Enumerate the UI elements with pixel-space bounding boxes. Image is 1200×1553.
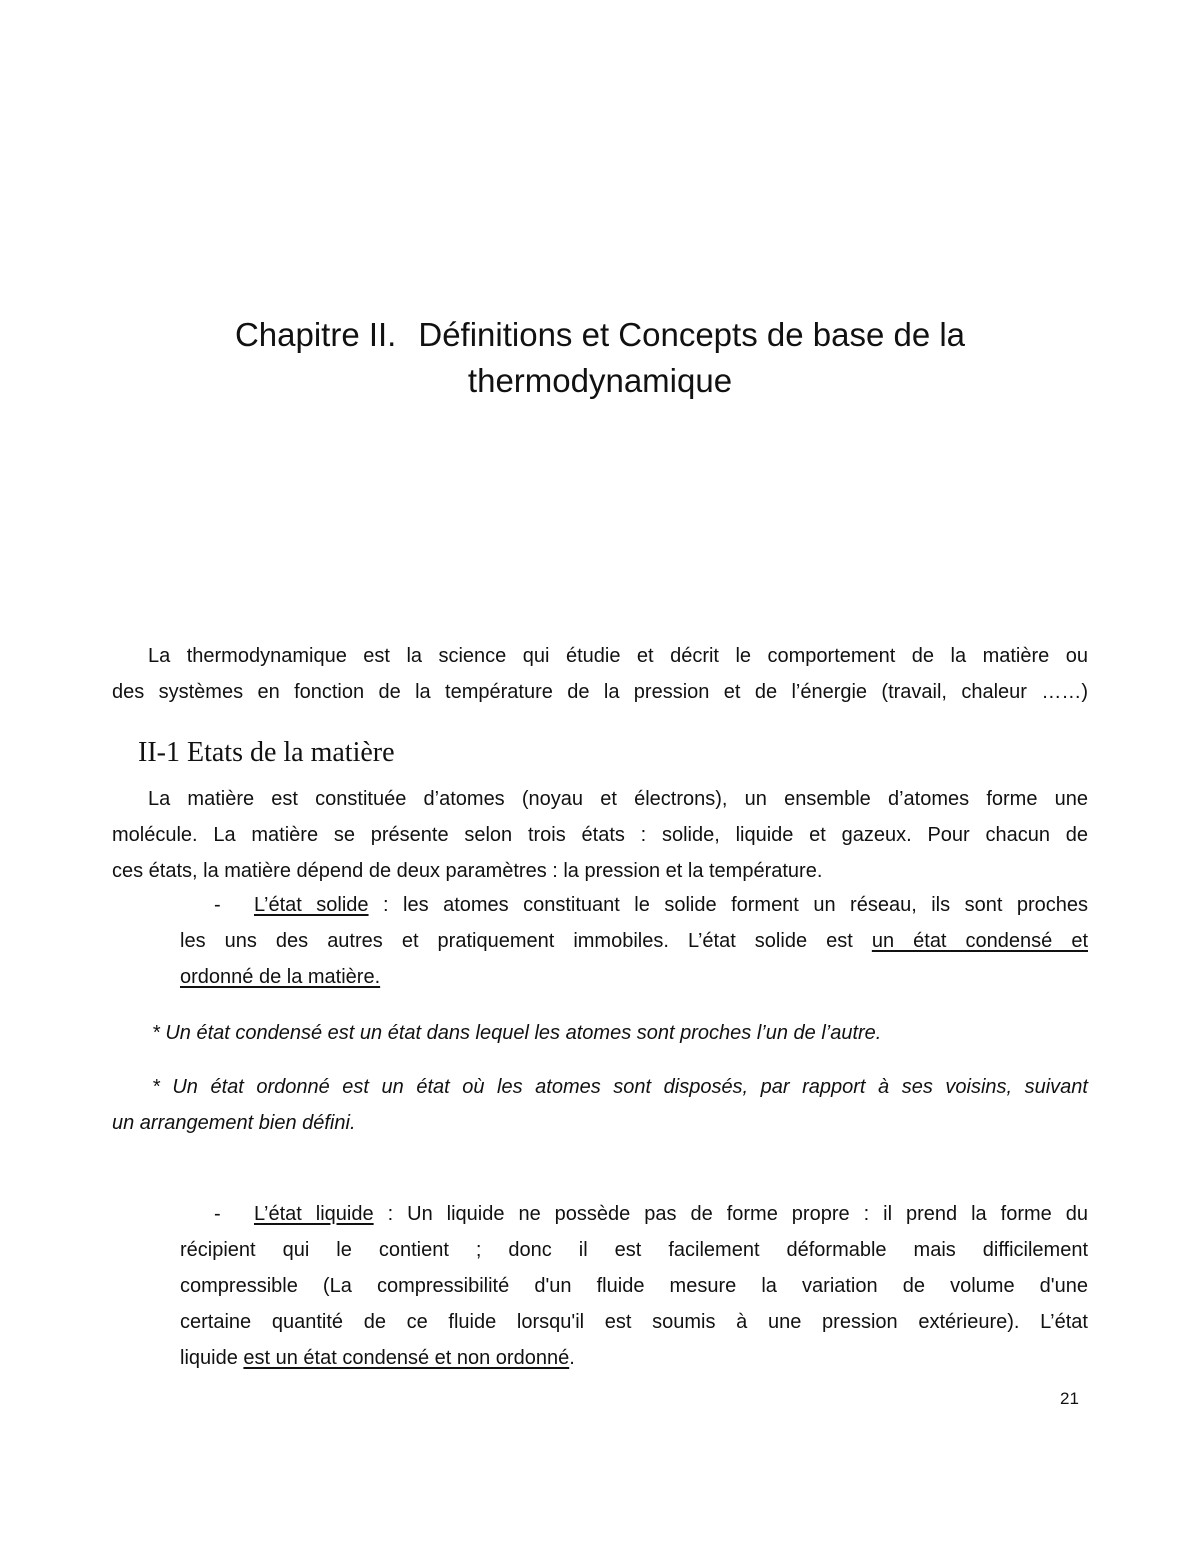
section-heading: II-1 Etats de la matière xyxy=(138,737,395,768)
liquid-term: L’état liquide xyxy=(254,1203,374,1225)
solid-line3-underlined: ordonné de la matière. xyxy=(180,966,381,988)
section-paragraph-line-2: molécule. La matière se présente selon trois états : solide, liquide et gazeux. Pour chacun de xyxy=(112,824,1088,846)
solid-line1-rest: : les atomes constituant le solide forment un réseau, ils sont proches xyxy=(368,894,1088,916)
chapter-title xyxy=(150,312,1050,404)
bullet-solid-line-3 xyxy=(180,959,1088,995)
bullet-liquid-line-5 xyxy=(180,1340,1088,1376)
note-condense-text: * Un état condensé est un état dans lequel les atomes sont proches l’un de l’autre. xyxy=(152,1022,882,1044)
bullet-liquid-line-3: compressible (La compressibilité d'un fluide mesure la variation de volume d'une xyxy=(180,1275,1088,1297)
chapter-title-line1: Définitions et Concepts de base de la xyxy=(418,316,966,353)
bullet-dash: - xyxy=(214,1203,221,1225)
page-number: 21 xyxy=(1060,1389,1079,1408)
bullet-liquid-line-2: récipient qui le contient ; donc il est facilement déformable mais difficilement xyxy=(180,1239,1088,1261)
chapter-title-line2: thermodynamique xyxy=(467,362,733,399)
solid-term: L’état solide xyxy=(254,894,369,916)
bullet-dash: - xyxy=(214,894,221,916)
section-paragraph xyxy=(112,781,1088,889)
solid-line2-underlined: un état condensé et xyxy=(871,930,1088,952)
note-ordonne-line-1: * Un état ordonné est un état où les atomes sont disposés, par rapport à ses voisins, suivant xyxy=(152,1076,1088,1098)
intro-paragraph xyxy=(112,638,1088,710)
liquid-line5-end: . xyxy=(569,1347,575,1369)
solid-line2-start: les uns des autres et pratiquement immobiles. L’état solide est xyxy=(180,930,872,952)
liquid-line1-rest: : Un liquide ne possède pas de forme propre : il prend la forme du xyxy=(373,1203,1088,1225)
note-condense xyxy=(112,1015,1088,1051)
intro-line-1: La thermodynamique est la science qui étudie et décrit le comportement de la matière ou xyxy=(148,645,1088,667)
note-ordonne xyxy=(112,1069,1088,1141)
bullet-liquid-line-1 xyxy=(180,1196,1088,1232)
liquid-line5-start: liquide xyxy=(180,1347,244,1369)
section-paragraph-line-1: La matière est constituée d’atomes (noyau et électrons), un ensemble d’atomes forme une xyxy=(148,788,1088,810)
bullet-liquid xyxy=(180,1196,1088,1376)
bullet-solid-line-2 xyxy=(180,923,1088,959)
chapter-number: Chapitre II. xyxy=(234,316,397,353)
liquid-line5-underlined: est un état condensé et non ordonné xyxy=(243,1347,570,1369)
bullet-liquid-line-4: certaine quantité de ce fluide lorsqu'il est soumis à une pression extérieure). L’état xyxy=(180,1311,1088,1333)
bullet-solid-line-1 xyxy=(180,887,1088,923)
bullet-solid xyxy=(180,887,1088,995)
note-ordonne-line-2: un arrangement bien défini. xyxy=(112,1112,356,1134)
intro-line-2: des systèmes en fonction de la température de la pression et de l’énergie (travail, chaleur ……) xyxy=(112,681,1088,703)
section-paragraph-line-3: ces états, la matière dépend de deux paramètres : la pression et la température. xyxy=(112,860,823,882)
